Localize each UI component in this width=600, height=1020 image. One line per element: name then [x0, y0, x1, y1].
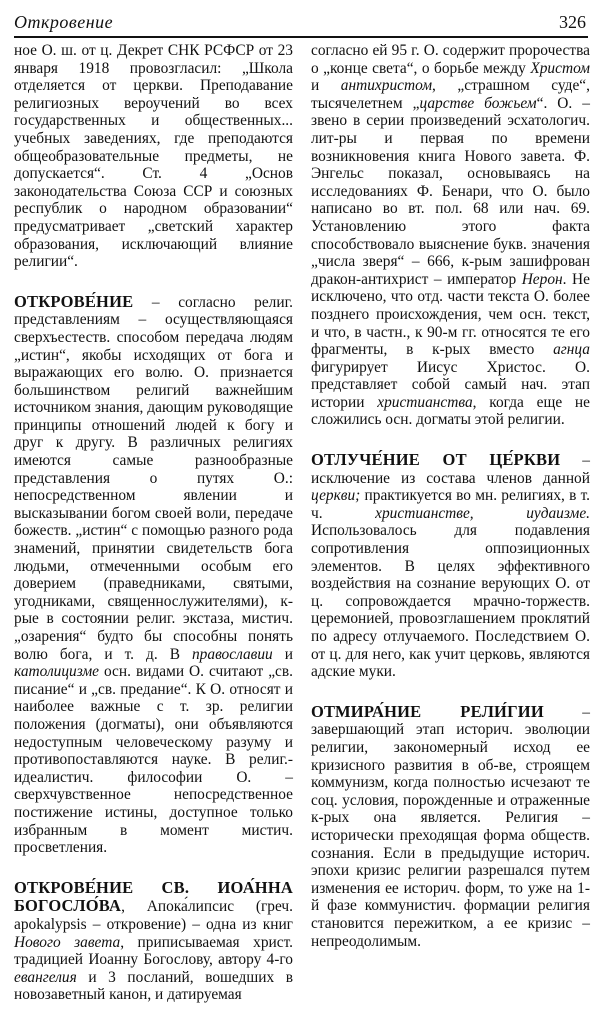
- entry-otkrovenie: ОТКРОВЕ́НИЕ – согласно религ. представлениям – осуществляющаяся сверхъестеств. способом передача людям „истин“, якобы исходящих от бога и выражающих его волю. О. признается большинством религий важнейшим источником знания, дающим руководящие принципы отношений людей к богу и друг к другу. В различных религиях имеются самые разнообразные представления о путях О.: непосредственном явлении и высказывании богом своей воли, передаче божеств. „истин“ с помощью разного рода знамений, принятии свидетельств бога людьми, отмеченными особым его доверием (праведниками, святыми, угодниками, священнослужителями), к-рые в состоянии религ. экстаза, мистич. „озарения“ будто бы способны понять волю бога, и т. д. В православии и католицизме осн. видами О. считают „св. писание“ и „св. предание“. К О. относят и наиболее важные с т. зр. религии положения (догматы), они объявляются недоступным человеческому разуму и противопоставляются науке. В религ.-идеалистич. философии О. – сверхчувственное непосредственное постижение истины, доступное только избранным в момент мистич. просветления.: [14, 291, 293, 857]
- entry-apocalypse: ОТКРОВЕ́НИЕ СВ. ИОА́ННА БОГОСЛО́ВА, Апока́липсис (греч. apokalypsis – откровение) – одна из книг Нового завета, приписываемая христ. традицией Иоанну Богослову, автору 4-го евангелия и 3 посланий, вошедших в новозаветный канон, и датируемая: [14, 877, 294, 1004]
- entry-headword: ОТМИРА́НИЕ РЕЛИ́ГИИ: [311, 701, 544, 721]
- entry-withering-of-religion: ОТМИРА́НИЕ РЕЛИ́ГИИ – завершающий этап историч. эволюции религии, закономерный исход ее кризисного развития в об-ве, строящем коммунизм, когда полностью исчезают те соц. условия, порожденные и отраженные к-рых она является. Религия – исторически преходящая форма обществ. сознания. Если в предыдущие историч. эпохи кризис религии разрешался путем изменения ее историч. форм, то уже на 1-й фазе коммунистич. формации религия становится пережитком, а ее кризис – непреодолимым.: [311, 701, 591, 950]
- entry-headword: ОТЛУЧЕ́НИЕ ОТ ЦЕ́РКВИ: [311, 450, 561, 470]
- text-columns: [14, 42, 591, 1020]
- entry-excommunication: ОТЛУЧЕ́НИЕ ОТ ЦЕ́РКВИ – исключение из состава членов данной церкви; практикуется во мн. религиях, в т. ч. христианстве, иудаизме. Использовалось для подавления сопротивления оппозиционных элементов. В целях эффективного воздействия на сознание верующих О. от ц. сопровождается мрачно-торжеств. церемонией, провозглашением проклятий по адресу отлучаемого. Последствием О. от ц. для него, как учит церковь, являются адские муки.: [311, 450, 591, 681]
- left-column: [14, 42, 293, 1004]
- running-head: Откровение: [14, 12, 114, 32]
- entry-headword: ОТКРОВЕ́НИЕ: [14, 291, 134, 311]
- entry-headword: ОТКРОВЕ́НИЕ СВ. ИОА́ННА БОГОСЛО́ВА: [14, 877, 293, 916]
- page-number: 326: [559, 12, 586, 32]
- continued-paragraph: согласно ей 95 г. О. содержит пророчества о „конце света“, о борьбе между Христом и антихристом, „страшном суде“, тысячелетнем „царстве божьем“. О. – звено в серии произведений эсхатологич. лит-ры и первая по времени возникновения книга Нового завета. Ф. Энгельс показал, основываясь на исследованиях Ф. Бенари, что О. было написано во вт. пол. 68 или нач. 69. Установлению этого факта способствовало выяснение букв. значения „числа зверя“ – 666, к-рым зашифрован дракон-антихрист – император Нерон. Не исключено, что отд. части текста О. более позднего происхождения, чем осн. текст, и что, в частн., к 90-м гг. относятся те его фрагменты, в к-рых вместо агнца фигурирует Иисус Христос. О. представляет собой самый нач. этап истории христианства, когда еще не сложились осн. догматы этой религии.: [311, 42, 590, 429]
- page-header: [14, 8, 588, 38]
- right-column: [311, 42, 590, 950]
- continued-paragraph: ное О. ш. от ц. Декрет СНК РСФСР от 23 января 1918 провозгласил: „Школа отделяется от церкви. Преподавание религиозных вероучений во всех государственных и общественных... учебных заведениях, где преподаются общеобразовательные предметы, не допускается“. Ст. 4 „Основ законодательства Союза ССР и союзных республик о народном образовании“ предусматривает „светский характер образования, исключающий влияние религии“.: [14, 42, 293, 271]
